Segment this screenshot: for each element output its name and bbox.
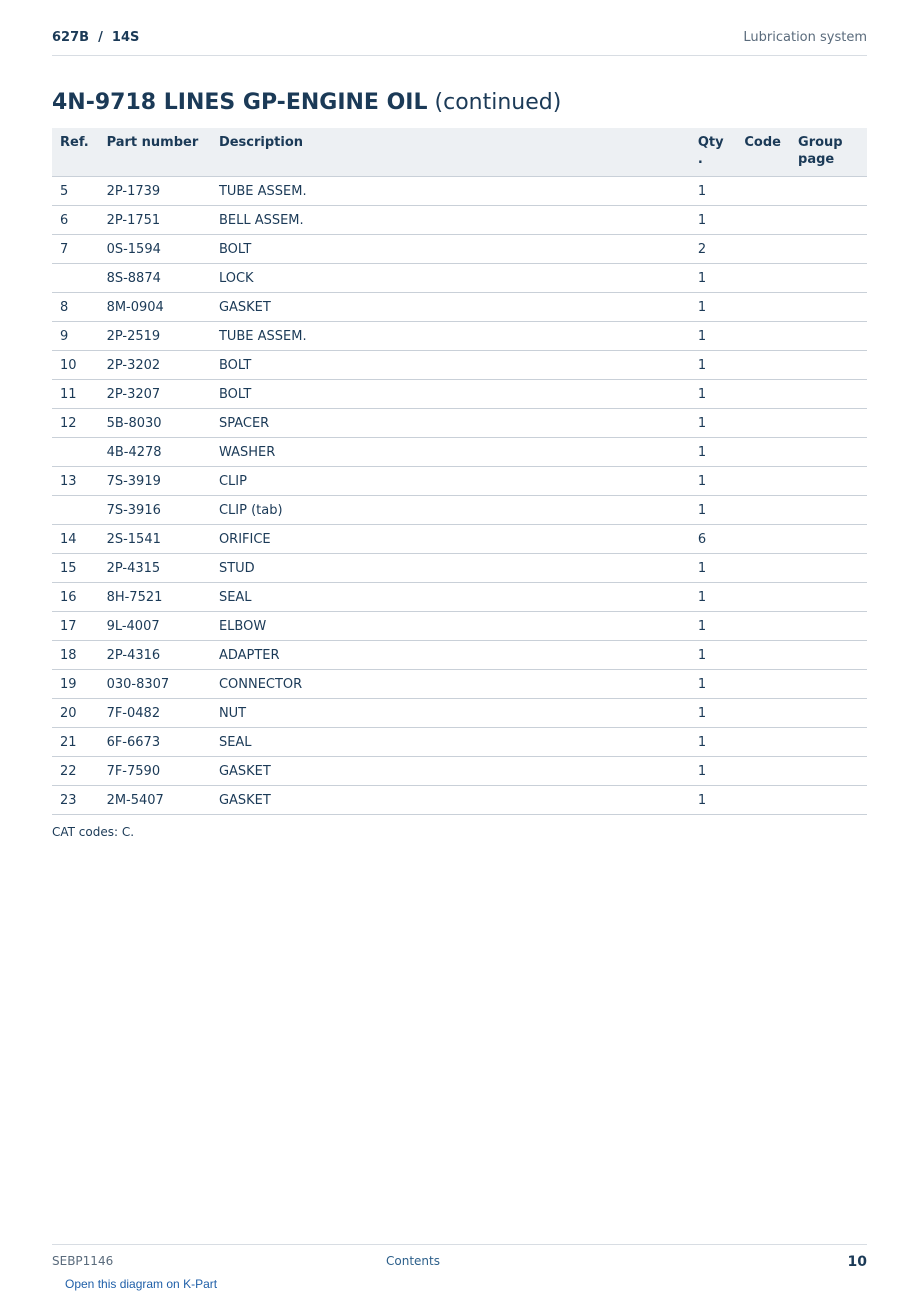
cell-code — [736, 496, 790, 525]
table-row — [52, 786, 867, 815]
table-row — [52, 670, 867, 699]
cell-code — [736, 757, 790, 786]
table-row — [52, 235, 867, 264]
cell-description: BOLT — [211, 380, 690, 409]
cell-ref: 19 — [52, 670, 99, 699]
cell-description: GASKET — [211, 786, 690, 815]
cell-ref: 15 — [52, 554, 99, 583]
cell-qty: 1 — [690, 351, 737, 380]
cell-part-number: 5B-8030 — [99, 409, 211, 438]
cell-description: SPACER — [211, 409, 690, 438]
cell-description: CLIP (tab) — [211, 496, 690, 525]
cell-description: BELL ASSEM. — [211, 206, 690, 235]
cell-group-page — [790, 409, 867, 438]
cell-part-number: 6F-6673 — [99, 728, 211, 757]
cell-code — [736, 206, 790, 235]
table-row — [52, 351, 867, 380]
cell-group-page — [790, 583, 867, 612]
cell-part-number: 7S-3916 — [99, 496, 211, 525]
table-row — [52, 496, 867, 525]
cell-qty: 1 — [690, 409, 737, 438]
cell-description: NUT — [211, 699, 690, 728]
cell-ref: 9 — [52, 322, 99, 351]
cell-description: TUBE ASSEM. — [211, 322, 690, 351]
group-title: 4N-9718 LINES GP-ENGINE OIL — [52, 90, 428, 115]
table-row — [52, 409, 867, 438]
cell-ref: 12 — [52, 409, 99, 438]
cell-code — [736, 351, 790, 380]
cell-ref: 11 — [52, 380, 99, 409]
page-title — [52, 90, 561, 115]
table-body — [52, 177, 867, 815]
cell-group-page — [790, 177, 867, 206]
cell-code — [736, 699, 790, 728]
cell-ref — [52, 496, 99, 525]
cell-ref: 7 — [52, 235, 99, 264]
table-row — [52, 264, 867, 293]
cell-qty: 1 — [690, 264, 737, 293]
cell-group-page — [790, 322, 867, 351]
cell-ref: 5 — [52, 177, 99, 206]
cell-code — [736, 525, 790, 554]
cell-qty: 1 — [690, 583, 737, 612]
cell-part-number: 4B-4278 — [99, 438, 211, 467]
cell-ref: 16 — [52, 583, 99, 612]
parts-table — [52, 128, 867, 815]
cell-group-page — [790, 293, 867, 322]
cell-description: WASHER — [211, 438, 690, 467]
table-row — [52, 438, 867, 467]
cell-ref: 22 — [52, 757, 99, 786]
cell-description: ELBOW — [211, 612, 690, 641]
cell-ref: 17 — [52, 612, 99, 641]
cell-ref: 8 — [52, 293, 99, 322]
cell-description: CLIP — [211, 467, 690, 496]
table-row — [52, 554, 867, 583]
cell-group-page — [790, 699, 867, 728]
cell-code — [736, 438, 790, 467]
cell-code — [736, 641, 790, 670]
cell-group-page — [790, 612, 867, 641]
cell-qty: 1 — [690, 757, 737, 786]
continued-label: (continued) — [434, 90, 562, 115]
cell-ref: 23 — [52, 786, 99, 815]
contents-link[interactable]: Contents — [386, 1254, 440, 1268]
table-row — [52, 293, 867, 322]
cell-part-number: 8M-0904 — [99, 293, 211, 322]
cell-group-page — [790, 786, 867, 815]
cell-code — [736, 728, 790, 757]
cell-ref: 13 — [52, 467, 99, 496]
cell-qty: 1 — [690, 293, 737, 322]
cell-qty: 2 — [690, 235, 737, 264]
cell-part-number: 2P-3202 — [99, 351, 211, 380]
cell-description: GASKET — [211, 757, 690, 786]
cell-ref: 21 — [52, 728, 99, 757]
cell-code — [736, 583, 790, 612]
cell-qty: 1 — [690, 438, 737, 467]
cell-qty: 1 — [690, 670, 737, 699]
header-group-page: Group page — [790, 128, 867, 177]
cell-ref: 6 — [52, 206, 99, 235]
cell-qty: 1 — [690, 699, 737, 728]
cell-code — [736, 293, 790, 322]
table-row — [52, 380, 867, 409]
cell-group-page — [790, 525, 867, 554]
cell-description: SEAL — [211, 583, 690, 612]
header-code: Code — [736, 128, 790, 177]
cell-description: SEAL — [211, 728, 690, 757]
cell-code — [736, 612, 790, 641]
cell-description: TUBE ASSEM. — [211, 177, 690, 206]
cell-code — [736, 235, 790, 264]
cell-group-page — [790, 728, 867, 757]
table-row — [52, 641, 867, 670]
cell-ref: 10 — [52, 351, 99, 380]
cell-description: LOCK — [211, 264, 690, 293]
cell-code — [736, 786, 790, 815]
table-row — [52, 177, 867, 206]
cell-qty: 1 — [690, 641, 737, 670]
cell-part-number: 2P-1751 — [99, 206, 211, 235]
table-row — [52, 728, 867, 757]
cell-code — [736, 670, 790, 699]
cell-description: ADAPTER — [211, 641, 690, 670]
cell-part-number: 2S-1541 — [99, 525, 211, 554]
cell-code — [736, 264, 790, 293]
cell-part-number: 2P-4315 — [99, 554, 211, 583]
cell-group-page — [790, 554, 867, 583]
cell-qty: 6 — [690, 525, 737, 554]
table-row — [52, 583, 867, 612]
header-qty: Qty . — [690, 128, 737, 177]
cell-description: BOLT — [211, 235, 690, 264]
cell-qty: 1 — [690, 206, 737, 235]
cell-code — [736, 467, 790, 496]
cell-group-page — [790, 641, 867, 670]
cell-ref — [52, 438, 99, 467]
cell-qty: 1 — [690, 322, 737, 351]
cell-description: BOLT — [211, 351, 690, 380]
cell-qty: 1 — [690, 554, 737, 583]
cell-part-number: 7F-7590 — [99, 757, 211, 786]
table-row — [52, 467, 867, 496]
cell-ref: 14 — [52, 525, 99, 554]
kpart-link[interactable]: Open this diagram on K-Part — [65, 1277, 218, 1291]
section-label: Lubrication system — [743, 30, 867, 45]
cell-part-number: 7F-0482 — [99, 699, 211, 728]
cell-code — [736, 322, 790, 351]
cell-code — [736, 177, 790, 206]
cell-part-number: 2P-3207 — [99, 380, 211, 409]
table-row — [52, 612, 867, 641]
cell-part-number: 8S-8874 — [99, 264, 211, 293]
header-description: Description — [211, 128, 690, 177]
page-header — [52, 28, 867, 56]
cell-qty: 1 — [690, 177, 737, 206]
cell-group-page — [790, 235, 867, 264]
cell-ref: 18 — [52, 641, 99, 670]
header-part-number: Part number — [99, 128, 211, 177]
table-row — [52, 757, 867, 786]
cell-description: CONNECTOR — [211, 670, 690, 699]
cell-ref: 20 — [52, 699, 99, 728]
cell-qty: 1 — [690, 380, 737, 409]
cell-part-number: 9L-4007 — [99, 612, 211, 641]
cell-code — [736, 409, 790, 438]
cell-group-page — [790, 670, 867, 699]
cell-code — [736, 554, 790, 583]
cell-ref — [52, 264, 99, 293]
cell-part-number: 0S-1594 — [99, 235, 211, 264]
document-id: SEBP1146 — [52, 1254, 114, 1268]
table-row — [52, 525, 867, 554]
cell-part-number: 030-8307 — [99, 670, 211, 699]
table-header-row — [52, 128, 867, 177]
model-label: 627B / 14S — [52, 30, 140, 45]
cell-description: ORIFICE — [211, 525, 690, 554]
cell-group-page — [790, 496, 867, 525]
cell-part-number: 2P-4316 — [99, 641, 211, 670]
cell-part-number: 2P-1739 — [99, 177, 211, 206]
header-ref: Ref. — [52, 128, 99, 177]
cell-group-page — [790, 438, 867, 467]
cell-qty: 1 — [690, 786, 737, 815]
cell-part-number: 7S-3919 — [99, 467, 211, 496]
page-footer — [52, 1244, 867, 1275]
cell-group-page — [790, 380, 867, 409]
table-row — [52, 699, 867, 728]
cell-qty: 1 — [690, 496, 737, 525]
page-number: 10 — [847, 1254, 867, 1270]
cell-description: GASKET — [211, 293, 690, 322]
cell-qty: 1 — [690, 612, 737, 641]
cell-description: STUD — [211, 554, 690, 583]
cell-group-page — [790, 351, 867, 380]
table-row — [52, 322, 867, 351]
cat-codes-note: CAT codes: C. — [52, 825, 135, 839]
cell-group-page — [790, 264, 867, 293]
cell-qty: 1 — [690, 728, 737, 757]
cell-group-page — [790, 467, 867, 496]
cell-qty: 1 — [690, 467, 737, 496]
cell-part-number: 8H-7521 — [99, 583, 211, 612]
cell-group-page — [790, 206, 867, 235]
cell-part-number: 2P-2519 — [99, 322, 211, 351]
cell-code — [736, 380, 790, 409]
cell-group-page — [790, 757, 867, 786]
table-row — [52, 206, 867, 235]
cell-part-number: 2M-5407 — [99, 786, 211, 815]
